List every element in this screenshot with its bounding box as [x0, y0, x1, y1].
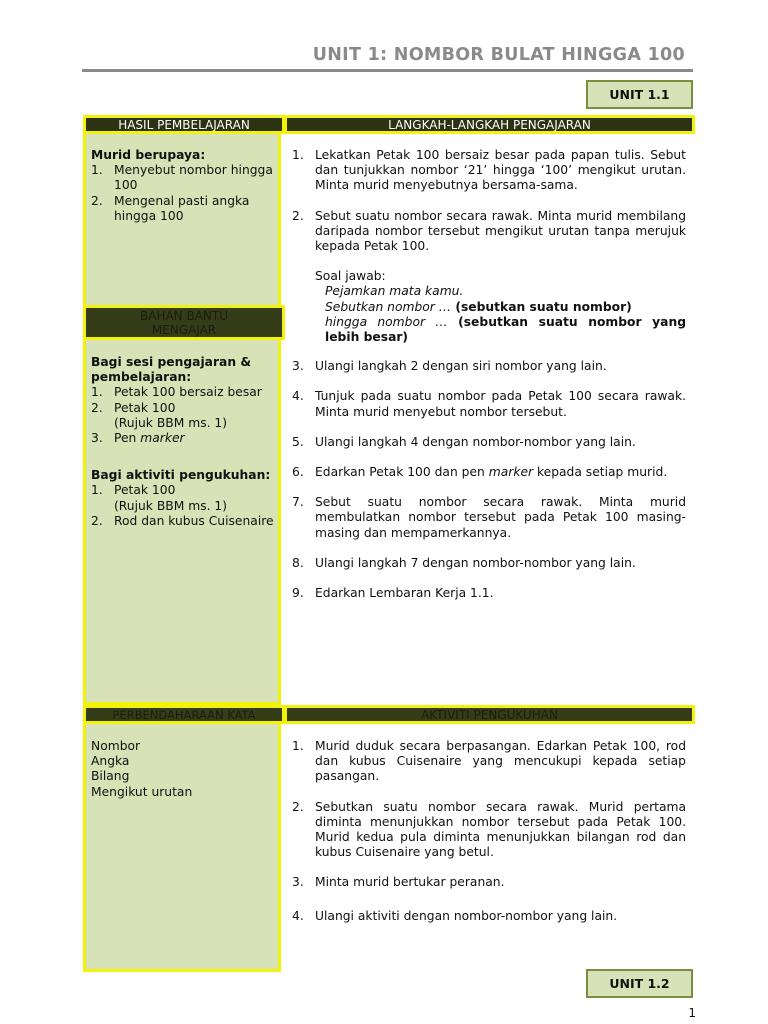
vocabulary-list	[91, 739, 276, 800]
list-item: Mengikut urutan	[91, 784, 193, 799]
outcome-title: Murid berupaya:	[91, 148, 206, 162]
step-item: 3. Ulangi langkah 2 dengan siri nombor yang lain.	[292, 359, 607, 374]
header-learning-outcomes: HASIL PEMBELAJARAN	[83, 115, 285, 134]
page-number: 1	[688, 1006, 696, 1020]
step-item: 5. Ulangi langkah 4 dengan nombor-nombor yang lain.	[292, 434, 636, 449]
list-item: 1. Petak 100 (Rujuk BBM ms. 1)	[91, 483, 228, 513]
activity-item: 4. Ulangi aktiviti dengan nombor-nombor yang lain.	[292, 908, 618, 923]
list-item: 2. Mengenal pasti angka hingga 100	[91, 193, 250, 223]
step-item: 9. Edarkan Lembaran Kerja 1.1.	[292, 586, 494, 601]
materials-session-title: Bagi sesi pengajaran & pembelajaran:	[91, 355, 252, 385]
page-title: UNIT 1: NOMBOR BULAT HINGGA 100	[312, 45, 685, 65]
list-item: 2. Rod dan kubus Cuisenaire	[91, 513, 274, 528]
teaching-materials	[91, 355, 279, 529]
header-teaching-steps: LANGKAH-LANGKAH PENGAJARAN	[284, 115, 695, 134]
activity-item: 1. Murid duduk secara berpasangan. Edarkan Petak 100, rod dan kubus Cuisenaire yang mencukupi kepada setiap pasangan.	[292, 739, 686, 784]
header-vocabulary: PERBENDAHARAAN KATA	[83, 705, 285, 724]
list-item: Nombor	[91, 739, 141, 753]
step-item: 1. Lekatkan Petak 100 bersaiz besar pada papan tulis. Sebut dan tunjukkan nombor ‘21’ hingga ‘100’ mengikut urutan. Minta murid menyebutnya bersama-sama.	[292, 148, 686, 193]
step-item: 2. Sebut suatu nombor secara rawak. Minta murid membilang daripada nombor tersebut mengikut urutan tanpa merujuk kepada Petak 100. Soal jawab: Pejamkan mata kamu. Sebutkan nombor … (sebutkan suatu nombor) hingga nombor … (sebutkan suatu nombor yang lebih besar)	[292, 208, 686, 345]
header-reinforcement-activities: AKTIVITI PENGUKUHAN	[284, 705, 695, 724]
materials-activity-title: Bagi aktiviti pengukuhan:	[91, 468, 271, 483]
step-item: 6. Edarkan Petak 100 dan pen marker kepada setiap murid.	[292, 465, 668, 480]
teaching-steps	[292, 148, 686, 616]
learning-outcomes	[91, 148, 276, 224]
question-answer: Soal jawab: Pejamkan mata kamu. Sebutkan nombor … (sebutkan suatu nombor) hingga nombor … (sebutkan suatu nombor yang lebih besar)	[315, 269, 686, 345]
list-item: 1. Petak 100 bersaiz besar	[91, 385, 262, 400]
unit-badge-bottom: UNIT 1.2	[586, 969, 693, 998]
step-item: 8. Ulangi langkah 7 dengan nombor-nombor yang lain.	[292, 555, 636, 570]
step-item: 7. Sebut suatu nombor secara rawak. Minta murid membulatkan nombor tersebut pada Petak 100 masing-masing dan mempamerkannya.	[292, 495, 686, 540]
list-item: 3. Pen marker	[91, 431, 185, 446]
list-item: 1. Menyebut nombor hingga 100	[91, 163, 273, 193]
list-item: Bilang	[91, 769, 130, 784]
activity-item: 2. Sebutkan suatu nombor secara rawak. Murid pertama diminta menunjukkan nombor tersebut pada Petak 100. Murid kedua pula diminta menunjukkan bilangan rod dan kubus Cuisenaire yang betul.	[292, 799, 686, 860]
unit-badge-top: UNIT 1.1	[586, 80, 693, 109]
title-divider	[82, 69, 693, 72]
header-teaching-materials: BAHAN BANTU MENGAJAR	[83, 305, 285, 340]
activity-item: 3. Minta murid bertukar peranan.	[292, 875, 505, 890]
list-item: Angka	[91, 754, 130, 769]
list-item: 2. Petak 100 (Rujuk BBM ms. 1)	[91, 400, 228, 430]
step-item: 4. Tunjuk pada suatu nombor pada Petak 100 secara rawak. Minta murid menyebut nombor tersebut.	[292, 389, 686, 419]
reinforcement-activities	[292, 739, 686, 939]
